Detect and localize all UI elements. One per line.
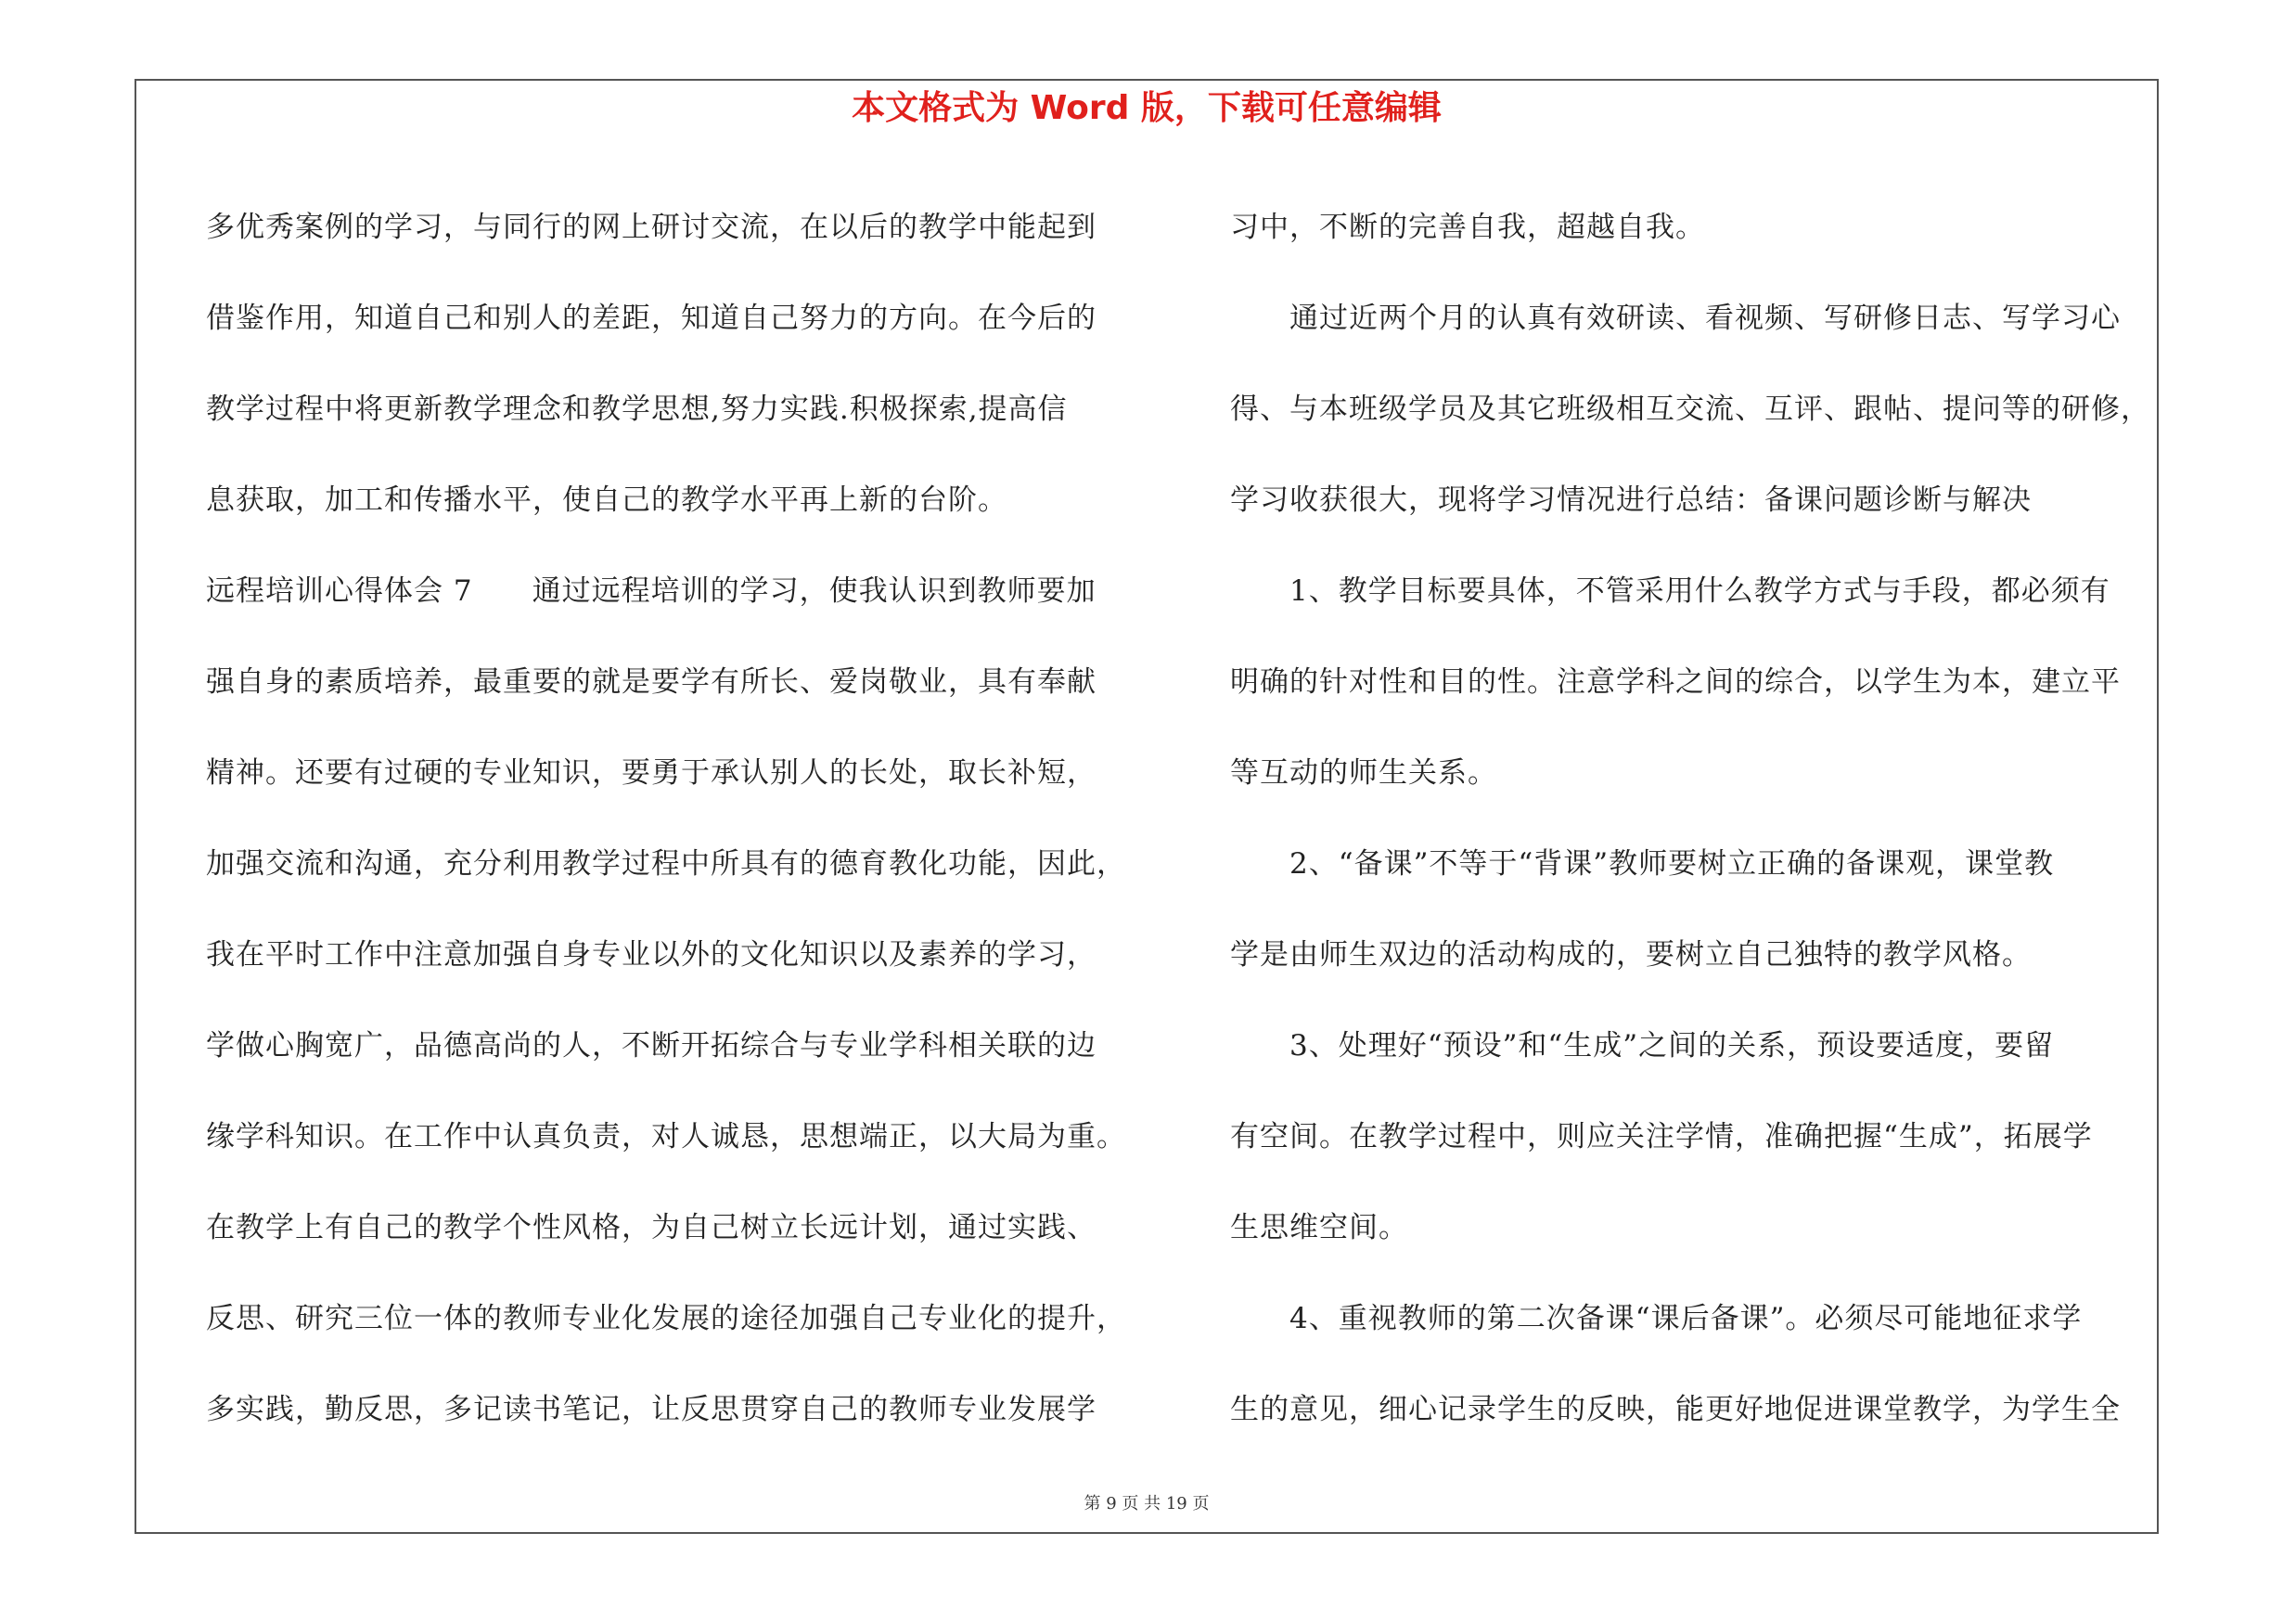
text-line: 借鉴作用，知道自己和别人的差距，知道自己努力的方向。在今后的 <box>206 302 1097 335</box>
text-line: 有空间。在教学过程中，则应关注学情，准确把握“生成”，拓展学 <box>1230 1120 2093 1153</box>
text-line: 多实践，勤反思，多记读书笔记，让反思贯穿自己的教师专业发展学 <box>206 1393 1097 1426</box>
text-line: 习中，不断的完善自我，超越自我。 <box>1230 211 1705 244</box>
text-line: 学是由师生双边的活动构成的，要树立自己独特的教学风格。 <box>1230 938 2032 972</box>
text-line: 2、“备课”不等于“背课”教师要树立正确的备课观，课堂教 <box>1230 847 2055 881</box>
text-line: 缘学科知识。在工作中认真负责，对人诚恳，思想端正，以大局为重。 <box>206 1120 1126 1153</box>
text-line: 学习收获很大，现将学习情况进行总结：备课问题诊断与解决 <box>1230 483 2032 517</box>
text-line: 3、处理好“预设”和“生成”之间的关系，预设要适度，要留 <box>1230 1029 2055 1063</box>
text-line: 息获取，加工和传播水平，使自己的教学水平再上新的台阶。 <box>206 483 1007 517</box>
text-line: 在教学上有自己的教学个性风格，为自己树立长远计划，通过实践、 <box>206 1211 1097 1244</box>
text-line: 生的意见，细心记录学生的反映，能更好地促进课堂教学，为学生全 <box>1230 1393 2121 1426</box>
text-line: 远程培训心得体会 7 通过远程培训的学习，使我认识到教师要加 <box>206 574 1097 608</box>
text-line: 通过近两个月的认真有效研读、看视频、写研修日志、写学习心 <box>1230 302 2121 335</box>
text-line: 加强交流和沟通，充分利用教学过程中所具有的德育教化功能，因此， <box>206 847 1126 881</box>
text-line: 强自身的素质培养，最重要的就是要学有所长、爱岗敬业，具有奉献 <box>206 665 1097 699</box>
text-line: 1、教学目标要具体，不管采用什么教学方式与手段，都必须有 <box>1230 574 2110 608</box>
text-line: 生思维空间。 <box>1230 1211 1408 1244</box>
text-line: 得、与本班级学员及其它班级相互交流、互评、跟帖、提问等的研修， <box>1230 393 2150 426</box>
header-banner: 本文格式为 Word 版，下载可任意编辑 <box>852 89 1442 127</box>
text-line: 教学过程中将更新教学理念和教学思想,努力实践.积极探索,提高信 <box>206 393 1068 426</box>
text-line: 精神。还要有过硬的专业知识，要勇于承认别人的长处，取长补短， <box>206 756 1097 790</box>
text-line: 多优秀案例的学习，与同行的网上研讨交流，在以后的教学中能起到 <box>206 211 1097 244</box>
right-column <box>1230 182 2195 1455</box>
text-line: 反思、研究三位一体的教师专业化发展的途径加强自己专业化的提升， <box>206 1302 1126 1335</box>
page-number: 第 9 页 共 19 页 <box>1084 1494 1210 1514</box>
left-column <box>206 182 1161 1455</box>
text-line: 明确的针对性和目的性。注意学科之间的综合，以学生为本，建立平 <box>1230 665 2121 699</box>
text-line: 等互动的师生关系。 <box>1230 756 1497 790</box>
text-line: 学做心胸宽广，品德高尚的人，不断开拓综合与专业学科相关联的边 <box>206 1029 1097 1063</box>
text-line: 我在平时工作中注意加强自身专业以外的文化知识以及素养的学习， <box>206 938 1097 972</box>
text-line: 4、重视教师的第二次备课“课后备课”。必须尽可能地征求学 <box>1230 1302 2083 1335</box>
